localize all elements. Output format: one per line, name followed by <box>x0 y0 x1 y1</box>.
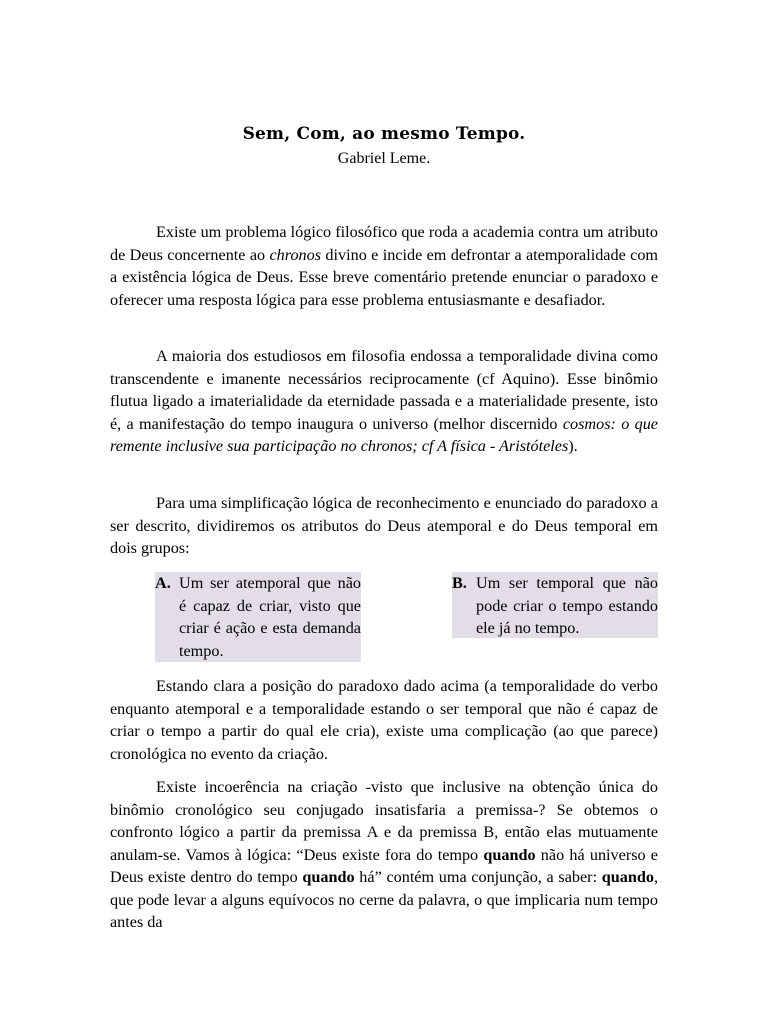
paragraph-2 <box>110 345 658 458</box>
p2-text-c: ). <box>568 437 578 455</box>
paragraph-3: Para uma simplificação lógica de reconhecimento e enunciado do paradoxo a ser descrito, dividiremos os atributos do Deus atemporal e do Deus temporal em dois grupos: <box>110 494 658 557</box>
p2-italic-cosmos: cosmos: o que remente inclusive sua participação no chronos; cf A física - Aristóteles <box>110 414 658 455</box>
p5-bold-quando-2: quando <box>302 868 355 886</box>
premise-a-text: Um ser atemporal que não é capaz de criar, visto que criar é ação e esta demanda tempo. <box>179 574 361 660</box>
p2-text-a: A maioria dos estudiosos em filosofia endossa a temporalidade divina como transcendente e imanente necessários reciprocamente (cf Aquino). Esse binômio flutua ligado a imaterialidade da eternidade passada e a materialidade presente, isto é, a manifestação do tempo inaugura o universo (melhor discernido <box>110 347 658 433</box>
premise-b-box <box>452 572 658 638</box>
p5-text-a: Existe incoerência na criação -visto que inclusive na obtenção única do binômio cronológico seu conjugado insatisfaria a premissa-? Se obtemos o confronto lógico a partir da premissa A e da premissa B, então elas mutuamente anulam-se. Vamos à lógica: “Deus existe fora do tempo <box>110 778 658 864</box>
premise-a-marker: A. <box>155 574 171 592</box>
p5-text-e: há” contém uma conjunção, a saber: <box>354 868 602 886</box>
document-title: Sem, Com, ao mesmo Tempo. <box>242 124 526 144</box>
premise-a-box <box>155 572 361 662</box>
p1-italic-chronos: chronos <box>269 245 322 264</box>
author-name: Gabriel Leme. <box>337 150 431 167</box>
premise-b-marker: B. <box>452 574 467 592</box>
paragraph-5 <box>110 776 658 934</box>
paragraph-1 <box>110 221 658 311</box>
p1-text-a: Existe um problema lógico filosófico que roda a academia contra um atributo de Deus concernente ao <box>110 223 658 264</box>
paragraph-4: Estando clara a posição do paradoxo dado acima (a temporalidade do verbo enquanto atemporal e a temporalidade estando o ser temporal que não é capaz de criar o tempo a partir do qual ele cria), existe uma complicação (ao que parece) cronológica no evento da criação. <box>110 677 658 763</box>
p1-text-c: divino e incide em defrontar a atemporalidade com a existência lógica de Deus. Esse breve comentário pretende enunciar o paradoxo e oferecer uma resposta lógica para esse problema entusiasmante e desafiador. <box>110 245 659 309</box>
p5-bold-quando-1: quando <box>483 845 536 864</box>
p5-text-c: não há universo e Deus existe dentro do tempo <box>110 845 658 886</box>
premise-b-text: Um ser temporal que não pode criar o tempo estando ele já no tempo. <box>476 574 658 637</box>
p5-text-g: , que pode levar a alguns equívocos no cerne da palavra, o que implicaria num tempo antes da <box>110 868 658 931</box>
p5-bold-quando-3: quando <box>601 868 654 886</box>
